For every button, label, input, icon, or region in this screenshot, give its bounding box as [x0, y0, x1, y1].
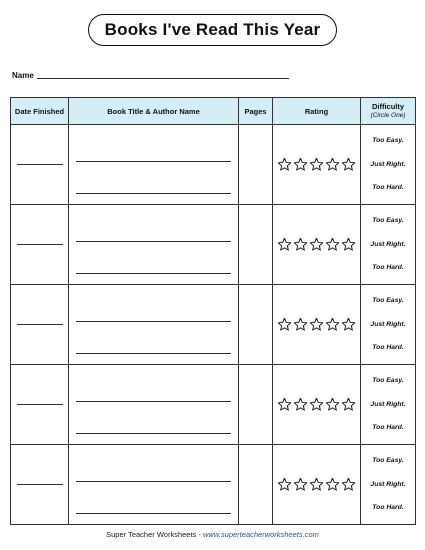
book-title-cell: [69, 285, 239, 365]
book-title-write-line[interactable]: [76, 401, 231, 402]
name-field-row: [12, 71, 289, 80]
star-outline-icon[interactable]: [341, 317, 356, 332]
date-write-line[interactable]: [17, 164, 63, 165]
footer-url[interactable]: www.superteacherworksheets.com: [202, 530, 319, 539]
pages-cell[interactable]: [239, 285, 273, 365]
date-cell: [11, 445, 69, 525]
author-write-line[interactable]: [76, 273, 231, 274]
difficulty-header-note: (Circle One): [370, 112, 406, 119]
difficulty-cell: [361, 125, 416, 205]
pages-cell[interactable]: [239, 205, 273, 285]
star-rating: [273, 317, 360, 332]
book-title-cell: [69, 125, 239, 205]
date-write-line[interactable]: [17, 244, 63, 245]
name-label: Name: [12, 71, 34, 80]
column-header-pages: Pages: [239, 98, 273, 125]
rating-cell: [273, 365, 361, 445]
book-title-write-line[interactable]: [76, 241, 231, 242]
author-write-line[interactable]: [76, 433, 231, 434]
difficulty-cell: [361, 205, 416, 285]
star-outline-icon[interactable]: [309, 237, 324, 252]
star-outline-icon[interactable]: [277, 397, 292, 412]
date-write-line[interactable]: [17, 324, 63, 325]
rating-cell: [273, 285, 361, 365]
star-outline-icon[interactable]: [293, 477, 308, 492]
difficulty-option[interactable]: Too Easy.: [372, 217, 404, 225]
star-outline-icon[interactable]: [277, 237, 292, 252]
star-outline-icon[interactable]: [293, 317, 308, 332]
star-rating: [273, 397, 360, 412]
star-rating: [273, 157, 360, 172]
column-header-date: Date Finished: [11, 98, 69, 125]
star-outline-icon[interactable]: [325, 317, 340, 332]
difficulty-option[interactable]: Too Easy.: [372, 297, 404, 305]
star-outline-icon[interactable]: [277, 317, 292, 332]
difficulty-option[interactable]: Too Hard.: [372, 184, 404, 192]
star-outline-icon[interactable]: [325, 237, 340, 252]
star-outline-icon[interactable]: [309, 317, 324, 332]
star-outline-icon[interactable]: [277, 157, 292, 172]
date-cell: [11, 205, 69, 285]
reading-log-table: [10, 97, 416, 525]
star-outline-icon[interactable]: [341, 477, 356, 492]
star-outline-icon[interactable]: [309, 157, 324, 172]
star-outline-icon[interactable]: [325, 157, 340, 172]
pages-cell[interactable]: [239, 445, 273, 525]
star-rating: [273, 477, 360, 492]
author-write-line[interactable]: [76, 193, 231, 194]
difficulty-cell: [361, 285, 416, 365]
difficulty-option[interactable]: Too Hard.: [372, 344, 404, 352]
column-header-title: Book Title & Author Name: [69, 98, 239, 125]
difficulty-option[interactable]: Just Right.: [370, 240, 406, 248]
difficulty-option[interactable]: Just Right.: [370, 400, 406, 408]
column-header-difficulty: [361, 98, 416, 125]
table-row: [11, 445, 416, 525]
rating-cell: [273, 125, 361, 205]
difficulty-option[interactable]: Just Right.: [370, 320, 406, 328]
star-outline-icon[interactable]: [293, 237, 308, 252]
book-title-write-line[interactable]: [76, 161, 231, 162]
star-outline-icon[interactable]: [293, 397, 308, 412]
difficulty-option[interactable]: Too Easy.: [372, 457, 404, 465]
rating-cell: [273, 445, 361, 525]
difficulty-cell: [361, 445, 416, 525]
star-outline-icon[interactable]: [325, 477, 340, 492]
star-outline-icon[interactable]: [293, 157, 308, 172]
difficulty-header-label: Difficulty: [371, 102, 405, 111]
star-rating: [273, 237, 360, 252]
star-outline-icon[interactable]: [325, 397, 340, 412]
date-cell: [11, 365, 69, 445]
difficulty-option[interactable]: Too Easy.: [372, 137, 404, 145]
date-write-line[interactable]: [17, 404, 63, 405]
table-header-row: [11, 98, 416, 125]
difficulty-option[interactable]: Too Hard.: [372, 264, 404, 272]
difficulty-option[interactable]: Just Right.: [370, 480, 406, 488]
footer-separator: -: [196, 530, 203, 539]
difficulty-option[interactable]: Too Hard.: [372, 504, 404, 512]
book-title-write-line[interactable]: [76, 321, 231, 322]
difficulty-option[interactable]: Just Right.: [370, 160, 406, 168]
book-title-write-line[interactable]: [76, 481, 231, 482]
date-cell: [11, 125, 69, 205]
pages-cell[interactable]: [239, 365, 273, 445]
difficulty-cell: [361, 365, 416, 445]
table-row: [11, 285, 416, 365]
star-outline-icon[interactable]: [309, 477, 324, 492]
footer-brand: Super Teacher Worksheets: [106, 530, 197, 539]
author-write-line[interactable]: [76, 513, 231, 514]
star-outline-icon[interactable]: [341, 157, 356, 172]
date-write-line[interactable]: [17, 484, 63, 485]
star-outline-icon[interactable]: [341, 397, 356, 412]
pages-cell[interactable]: [239, 125, 273, 205]
book-title-cell: [69, 205, 239, 285]
book-title-cell: [69, 365, 239, 445]
star-outline-icon[interactable]: [309, 397, 324, 412]
star-outline-icon[interactable]: [277, 477, 292, 492]
table-row: [11, 205, 416, 285]
author-write-line[interactable]: [76, 353, 231, 354]
book-title-cell: [69, 445, 239, 525]
rating-cell: [273, 205, 361, 285]
date-cell: [11, 285, 69, 365]
difficulty-option[interactable]: Too Hard.: [372, 424, 404, 432]
footer: [0, 530, 425, 539]
table-row: [11, 125, 416, 205]
star-outline-icon[interactable]: [341, 237, 356, 252]
name-input-line[interactable]: [37, 78, 289, 79]
column-header-rating: Rating: [273, 98, 361, 125]
page-title: Books I've Read This Year: [88, 14, 337, 46]
table-row: [11, 365, 416, 445]
difficulty-option[interactable]: Too Easy.: [372, 377, 404, 385]
